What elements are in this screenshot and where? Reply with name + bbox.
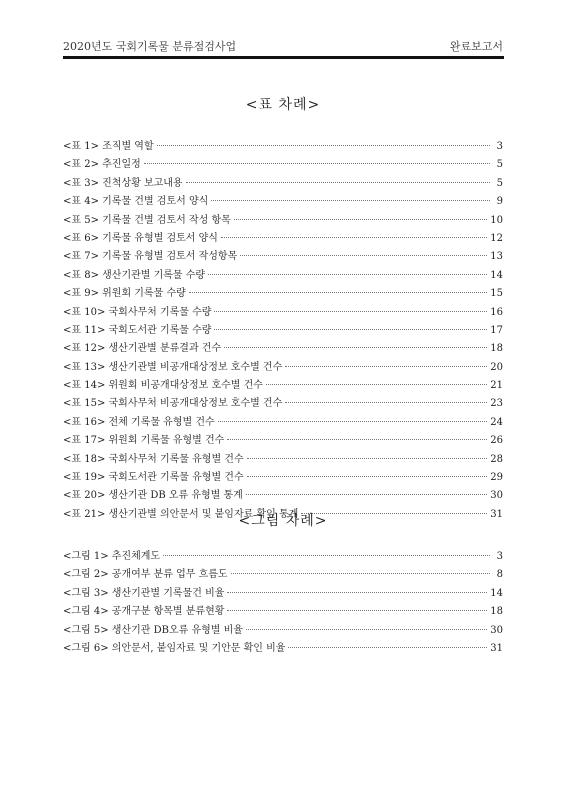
toc-entry-page-number: 14: [490, 269, 503, 281]
toc-entry-label: <표 7> 기록물 유형별 검토서 작성항목: [63, 251, 238, 263]
dot-leader: [285, 366, 487, 367]
toc-entry-label: <표 17> 위원회 기록물 유형별 건수: [63, 435, 225, 447]
figure-list-entry[interactable]: [63, 603, 503, 621]
toc-entry-page-number: 9: [496, 196, 503, 208]
dot-leader: [246, 494, 487, 495]
figure-list-entry[interactable]: [63, 585, 503, 603]
toc-entry-label: <표 14> 위원회 비공개대상정보 호수별 건수: [63, 380, 263, 392]
dot-leader: [163, 555, 490, 556]
toc-entry-page-number: 10: [490, 214, 503, 226]
table-list-entry[interactable]: [63, 175, 503, 193]
toc-entry-page-number: 3: [496, 551, 503, 562]
dot-leader: [157, 145, 490, 146]
table-list-entry[interactable]: [63, 138, 503, 156]
toc-entry-page-number: 29: [490, 472, 503, 484]
toc-entry-label: <그림 4> 공개구분 항목별 분류현황: [63, 606, 225, 618]
page-header: [63, 38, 503, 54]
dot-leader: [218, 421, 488, 422]
dot-leader: [247, 458, 488, 459]
table-list-entry[interactable]: [63, 414, 503, 432]
table-list-entry[interactable]: [63, 469, 503, 487]
table-of-tables-title: <표 차례>: [245, 97, 321, 113]
dot-leader: [211, 200, 490, 201]
toc-entry-page-number: 12: [490, 232, 503, 244]
toc-entry-page-number: 3: [496, 141, 503, 152]
table-list-entry[interactable]: [63, 322, 503, 340]
toc-entry-page-number: 17: [490, 324, 503, 336]
toc-entry-label: <그림 2> 공개여부 분류 업무 흐름도: [63, 569, 228, 581]
dot-leader: [247, 476, 488, 477]
figure-list-entry[interactable]: [63, 566, 503, 584]
toc-entry-page-number: 15: [490, 288, 503, 300]
table-of-tables-list: [63, 138, 503, 524]
table-list-entry[interactable]: [63, 230, 503, 248]
toc-entry-page-number: 30: [490, 490, 503, 502]
toc-entry-page-number: 26: [490, 435, 503, 447]
table-list-entry[interactable]: [63, 212, 503, 230]
dot-leader: [214, 311, 487, 312]
table-of-figures-list: [63, 548, 503, 658]
toc-entry-label: <표 3> 진척상황 보고내용: [63, 177, 183, 189]
table-list-entry[interactable]: [63, 304, 503, 322]
toc-entry-label: <표 8> 생산기관별 기록물 수량: [63, 269, 206, 281]
dot-leader: [288, 647, 487, 648]
toc-entry-page-number: 5: [496, 159, 503, 171]
dot-leader: [234, 219, 487, 220]
toc-entry-label: <표 5> 기록물 건별 검토서 작성 항목: [63, 214, 231, 226]
table-list-entry[interactable]: [63, 451, 503, 469]
dot-leader: [227, 592, 487, 593]
table-of-figures-title: <그림 차례>: [238, 513, 328, 529]
header-document-title: 2020년도 국회기록물 분류점검사업: [63, 40, 237, 53]
table-list-entry[interactable]: [63, 285, 503, 303]
figure-list-entry[interactable]: [63, 548, 503, 566]
toc-entry-label: <표 1> 조직별 역할: [63, 141, 154, 152]
figure-list-entry[interactable]: [63, 640, 503, 658]
toc-entry-label: <그림 3> 생산기관별 기록물건 비율: [63, 587, 225, 599]
toc-entry-page-number: 28: [490, 453, 503, 465]
table-list-entry[interactable]: [63, 359, 503, 377]
toc-entry-page-number: 18: [490, 606, 503, 618]
dot-leader: [221, 237, 487, 238]
toc-entry-page-number: 16: [490, 306, 503, 318]
toc-entry-page-number: 23: [490, 398, 503, 410]
toc-entry-label: <표 12> 생산기관별 분류결과 건수: [63, 343, 222, 355]
dot-leader: [227, 439, 487, 440]
table-list-entry[interactable]: [63, 267, 503, 285]
toc-entry-label: <표 20> 생산기관 DB 오류 유형별 통계: [63, 490, 243, 502]
dot-leader: [240, 255, 487, 256]
toc-entry-page-number: 31: [490, 642, 503, 654]
table-list-entry[interactable]: [63, 487, 503, 505]
toc-entry-label: <그림 1> 추진체계도: [63, 551, 161, 562]
dot-leader: [224, 347, 487, 348]
header-divider: [63, 56, 504, 59]
toc-entry-page-number: 18: [490, 343, 503, 355]
dot-leader: [266, 384, 487, 385]
table-list-entry[interactable]: [63, 156, 503, 174]
table-list-entry[interactable]: [63, 340, 503, 358]
toc-entry-label: <그림 6> 의안문서, 붙임자료 및 기안문 확인 비율: [63, 642, 286, 654]
toc-entry-page-number: 21: [490, 380, 503, 392]
toc-entry-label: <표 4> 기록물 건별 검토서 양식: [63, 196, 209, 208]
dot-leader: [214, 329, 487, 330]
toc-entry-page-number: 13: [490, 251, 503, 263]
toc-entry-page-number: 8: [496, 569, 503, 581]
toc-entry-page-number: 24: [490, 416, 503, 428]
toc-entry-page-number: 30: [490, 624, 503, 636]
dot-leader: [231, 573, 490, 574]
table-list-entry[interactable]: [63, 395, 503, 413]
toc-entry-label: <표 6> 기록물 유형별 검토서 양식: [63, 232, 218, 244]
table-list-entry[interactable]: [63, 248, 503, 266]
toc-entry-label: <그림 5> 생산기관 DB오류 유형별 비율: [63, 624, 243, 636]
dot-leader: [208, 274, 487, 275]
toc-entry-label: <표 2> 추진일정: [63, 159, 141, 171]
toc-entry-label: <표 21> 생산기관별 의안문서 및 붙임자료 확인 통계: [63, 508, 299, 520]
figure-list-entry[interactable]: [63, 622, 503, 640]
toc-entry-page-number: 14: [490, 587, 503, 599]
header-report-type: 완료보고서: [449, 40, 503, 53]
toc-entry-label: <표 11> 국회도서관 기록물 수량: [63, 324, 212, 336]
toc-entry-label: <표 16> 전체 기록물 유형별 건수: [63, 416, 215, 428]
table-list-entry[interactable]: [63, 193, 503, 211]
toc-entry-label: <표 19> 국회도서관 기록물 유형별 건수: [63, 472, 244, 484]
toc-entry-label: <표 13> 생산기관별 비공개대상정보 호수별 건수: [63, 361, 283, 373]
dot-leader: [246, 629, 487, 630]
toc-entry-label: <표 9> 위원회 기록물 수량: [63, 288, 186, 300]
dot-leader: [144, 163, 490, 164]
toc-entry-label: <표 15> 국회사무처 비공개대상정보 호수별 건수: [63, 398, 283, 410]
dot-leader: [285, 402, 487, 403]
toc-entry-label: <표 18> 국회사무처 기록물 유형별 건수: [63, 453, 244, 465]
dot-leader: [189, 292, 487, 293]
table-list-entry[interactable]: [63, 432, 503, 450]
table-list-entry[interactable]: [63, 377, 503, 395]
toc-entry-page-number: 31: [490, 508, 503, 520]
dot-leader: [186, 182, 490, 183]
toc-entry-page-number: 5: [496, 177, 503, 189]
toc-entry-label: <표 10> 국회사무처 기록물 수량: [63, 306, 212, 318]
dot-leader: [227, 610, 487, 611]
toc-entry-page-number: 20: [490, 361, 503, 373]
